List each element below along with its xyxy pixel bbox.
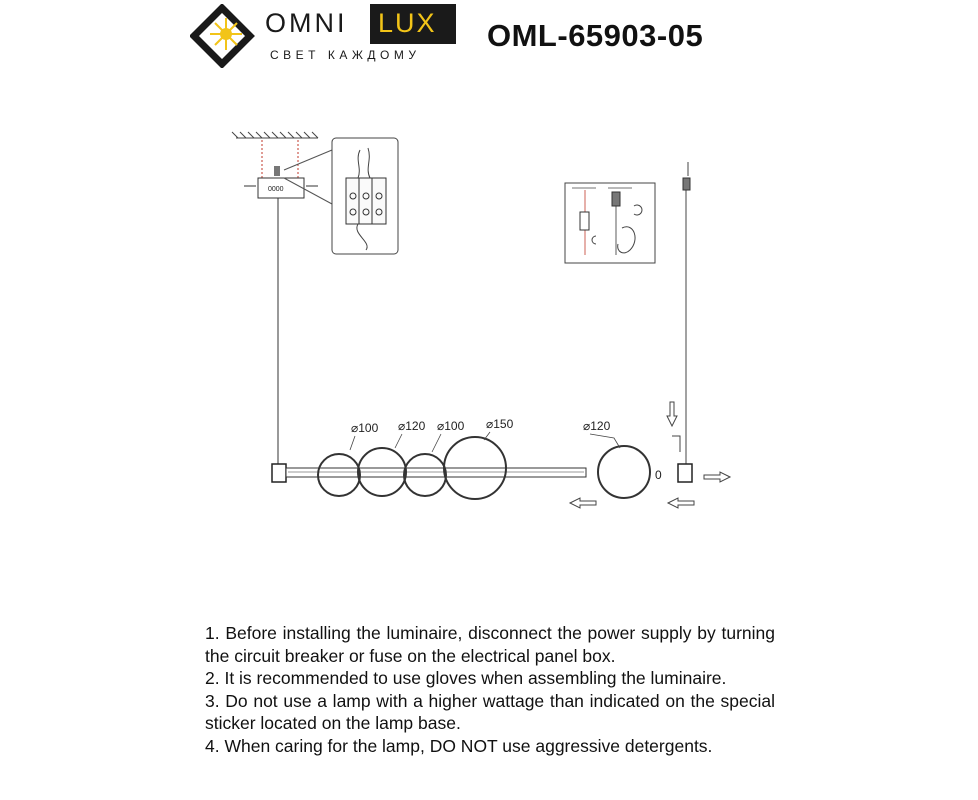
ring-label-3: ⌀100 (437, 419, 465, 433)
gripper-icon (683, 178, 690, 190)
canopy-icon (244, 166, 318, 206)
ring-label-4: ⌀150 (486, 417, 514, 431)
canopy-label: 0000 (268, 186, 284, 193)
arrow-down-icon (667, 402, 677, 426)
arrow-left-icon (570, 498, 694, 508)
brand-name-omni: OMNI (265, 8, 348, 38)
cable-adjust-detail-icon (565, 183, 655, 263)
brand-name-lux: LUX (378, 8, 437, 38)
ring-label-2: ⌀120 (398, 419, 426, 433)
bar-end-cap-icon (678, 464, 692, 482)
ring-label-1: ⌀100 (351, 421, 379, 435)
instruction-1: 1. Before installing the luminaire, disconnect the power supply by turning the circuit breaker or fuse on the electrical panel box. (205, 623, 775, 666)
installation-instructions (205, 622, 775, 757)
terminal-block-detail-icon (332, 138, 398, 254)
model-number: OML-65903-05 (487, 18, 704, 53)
instruction-3: 3. Do not use a lamp with a higher wattage than indicated on the special sticker located on the lamp base. (205, 690, 775, 733)
brand-tagline: СВЕТ КАЖДОМУ (270, 48, 421, 62)
instruction-2: 2. It is recommended to use gloves when assembling the luminaire. (205, 668, 727, 688)
ring-label-5: ⌀120 (583, 419, 611, 433)
ceiling-hatch-icon (232, 132, 318, 138)
gap-label: 0 (655, 468, 662, 482)
arrow-right-icon (704, 472, 730, 482)
instruction-4: 4. When caring for the lamp, DO NOT use aggressive detergents. (205, 735, 713, 756)
